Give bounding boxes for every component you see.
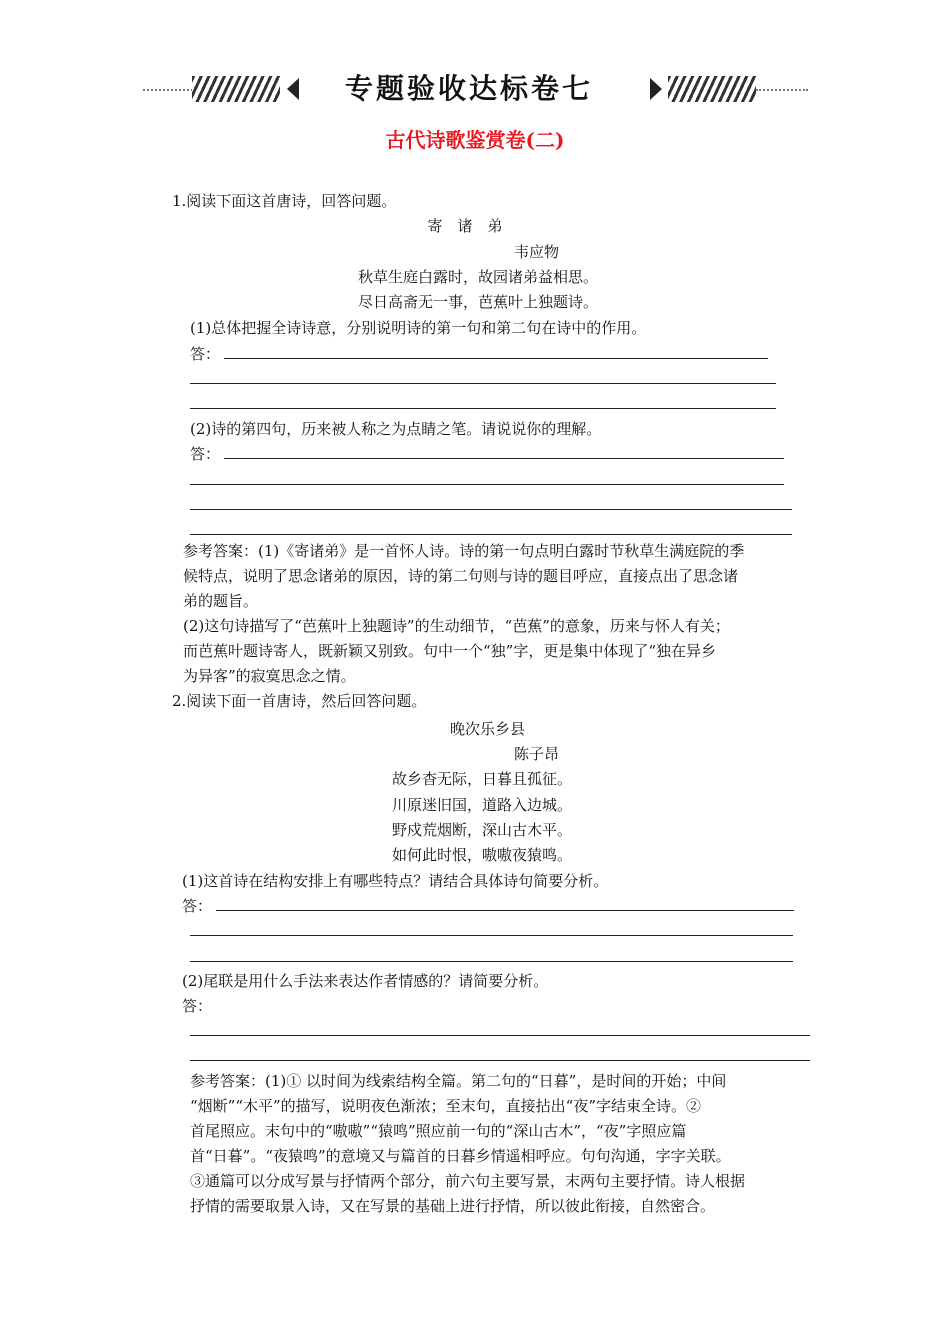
- q1-answer-line[interactable]: [224, 458, 784, 459]
- q2-answer-line[interactable]: [190, 1035, 810, 1036]
- q1-answer-label-2: 答：: [190, 445, 221, 463]
- q1-ref-line: 为异客”的寂寞思念之情。: [183, 667, 356, 685]
- q1-ref-line: 弟的题旨。: [183, 592, 259, 610]
- q2-sub-question-1: (1)这首诗在结构安排上有哪些特点？请结合具体诗句简要分析。: [182, 872, 609, 890]
- banner-title: 专题验收达标卷七: [344, 72, 593, 105]
- q2-ref-line: 抒情的需要取景入诗，又在写景的基础上进行抒情，所以彼此衔接，自然密合。: [190, 1197, 716, 1215]
- q1-reference-answer: [183, 539, 744, 689]
- q2-ref-line: 首尾照应。末句中的“嗷嗷”“猿鸣”照应前一句的“深山古木”，“夜”字照应篇: [190, 1122, 687, 1140]
- q1-answer-line[interactable]: [224, 358, 768, 359]
- q2-answer-line[interactable]: [190, 961, 793, 962]
- q2-poem-line-3: 野戍荒烟断，深山古木平。: [392, 821, 573, 839]
- q2-ref-line: 首“日暮”。“夜猿鸣”的意境又与篇首的日暮乡情遥相呼应。句句沟通，字字关联。: [190, 1147, 731, 1165]
- q1-poem-title: 寄 诸 弟: [427, 217, 503, 235]
- banner-arrow-left-icon: [287, 78, 299, 100]
- q2-ref-line: “烟断”“木平”的描写，说明夜色渐浓；至末句，直接拈出“夜”字结束全诗。②: [190, 1097, 702, 1115]
- q2-answer-label-1: 答：: [182, 897, 213, 915]
- q1-answer-label-1: 答：: [190, 345, 221, 363]
- q2-answer-label-2: 答：: [182, 997, 213, 1015]
- q1-answer-line[interactable]: [190, 509, 792, 510]
- q2-poem-author: 陈子昂: [514, 745, 560, 763]
- q1-answer-line[interactable]: [190, 534, 792, 535]
- q2-answer-line[interactable]: [190, 1060, 810, 1061]
- q1-answer-line[interactable]: [190, 408, 776, 409]
- banner-arrow-right-icon: [650, 78, 662, 100]
- page-subtitle: 古代诗歌鉴赏卷(二): [385, 128, 565, 152]
- q1-poem-line-2: 尽日高斋无一事，芭蕉叶上独题诗。: [358, 293, 599, 311]
- q1-answer-line[interactable]: [190, 484, 784, 485]
- q1-ref-line: 候特点，说明了思念诸弟的原因，诗的第二句则与诗的题目呼应，直接点出了思念诸: [183, 567, 739, 585]
- q1-ref-line: 而芭蕉叶题诗寄人，既新颖又别致。句中一个“独”字，更是集中体现了“独在异乡: [183, 642, 717, 660]
- q2-poem-line-2: 川原迷旧国，道路入边城。: [392, 796, 573, 814]
- q2-answer-line[interactable]: [190, 935, 793, 936]
- q1-poem-author: 韦应物: [514, 243, 560, 261]
- q1-prompt: 1.阅读下面这首唐诗，回答问题。: [172, 192, 397, 210]
- banner-dots-left: [143, 89, 193, 91]
- banner-hatch-left: [192, 76, 280, 102]
- q2-prompt: 2.阅读下面一首唐诗，然后回答问题。: [172, 692, 427, 710]
- q2-reference-answer: [190, 1069, 745, 1219]
- q1-poem-line-1: 秋草生庭白露时，故园诸弟益相思。: [358, 268, 599, 286]
- q2-answer-line[interactable]: [216, 910, 794, 911]
- q1-sub-question-1: (1)总体把握全诗诗意，分别说明诗的第一句和第二句在诗中的作用。: [190, 319, 647, 337]
- q2-poem-line-1: 故乡杳无际，日暮且孤征。: [392, 770, 573, 788]
- banner-dots-right: [756, 89, 808, 91]
- q1-sub-question-2: (2)诗的第四句，历来被人称之为点睛之笔。请说说你的理解。: [190, 420, 602, 438]
- q2-ref-line: 参考答案：(1)① 以时间为线索结构全篇。第二句的“日暮”，是时间的开始；中间: [190, 1072, 727, 1090]
- q2-poem-line-4: 如何此时恨，嗷嗷夜猿鸣。: [392, 846, 573, 864]
- q1-ref-line: 参考答案：(1)《寄诸弟》是一首怀人诗。诗的第一句点明白露时节秋草生满庭院的季: [183, 542, 745, 560]
- q1-ref-line: (2)这句诗描写了“芭蕉叶上独题诗”的生动细节，“芭蕉”的意象，历来与怀人有关；: [183, 617, 730, 635]
- banner-hatch-right: [668, 76, 756, 102]
- q1-answer-line[interactable]: [190, 383, 776, 384]
- q2-sub-question-2: (2)尾联是用什么手法来表达作者情感的？请简要分析。: [182, 972, 549, 990]
- q2-ref-line: ③通篇可以分成写景与抒情两个部分，前六句主要写景，末两句主要抒情。诗人根据: [190, 1172, 746, 1190]
- q2-poem-title: 晚次乐乡县: [450, 720, 526, 738]
